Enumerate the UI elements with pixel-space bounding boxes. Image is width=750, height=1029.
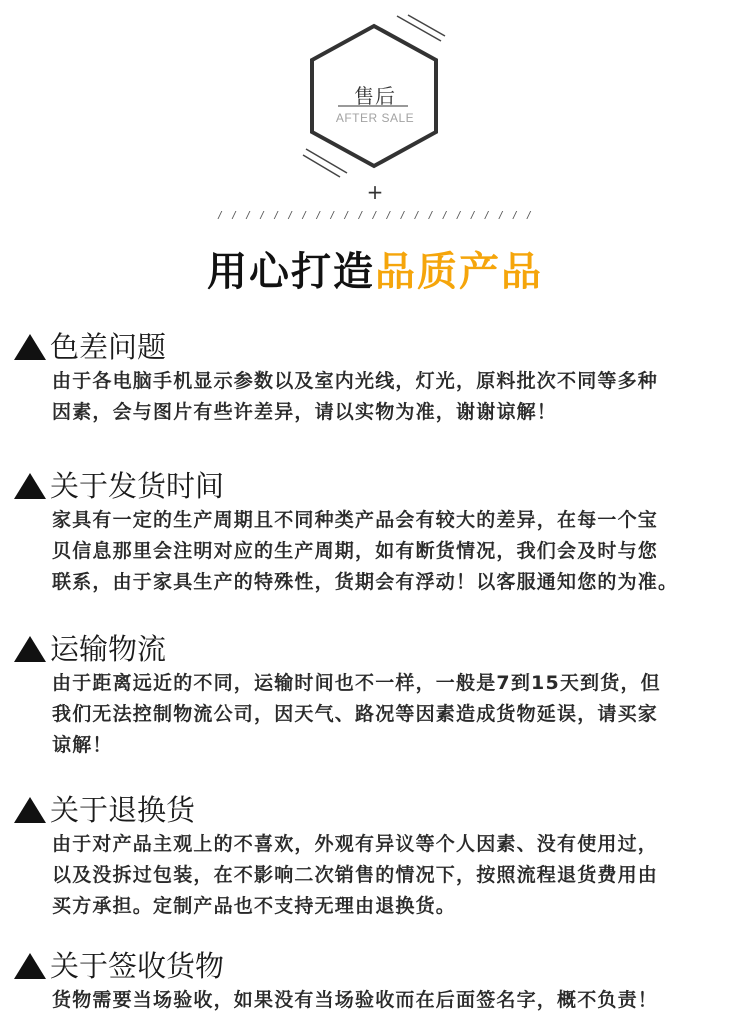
section-title-text: 关于签收货物 — [50, 949, 225, 983]
section-line: 以及没拆过包装，在不影响二次销售的情况下，按照流程退货费用由 — [52, 864, 659, 886]
section-title-text: 色差问题 — [50, 330, 167, 364]
triangle-icon — [14, 797, 46, 823]
section-returns — [14, 791, 744, 922]
section-line: 家具有一定的生产周期且不同种类产品会有较大的差异，在每一个宝 — [52, 509, 659, 531]
section-color-difference — [14, 328, 744, 428]
section-line: 由于距离远近的不同，运输时间也不一样，一般是7到15天到货，但 — [52, 672, 661, 694]
section-title — [14, 467, 744, 505]
section-line: 谅解！ — [52, 734, 113, 756]
after-sale-label-en: AFTER SALE — [335, 111, 415, 125]
section-line: 联系，由于家具生产的特殊性，货期会有浮动！以客服通知您的为准。 — [52, 571, 679, 593]
section-title — [14, 791, 744, 829]
section-delivery-acceptance — [14, 947, 744, 1016]
section-line: 贝信息那里会注明对应的生产周期，如有断货情况，我们会及时与您 — [52, 540, 659, 562]
slash-divider: / / / / / / / / / / / / / / / / / / / / / / / — [217, 210, 533, 221]
section-title — [14, 328, 744, 366]
section-title — [14, 947, 744, 985]
section-line: 买方承担。定制产品也不支持无理由退换货。 — [52, 895, 457, 917]
headline-accent: 品质产品 — [375, 249, 543, 295]
section-line: 货物需要当场验收，如果没有当场验收而在后面签名字，概不负责！ — [52, 989, 659, 1011]
after-sale-label-cn: 售后 — [354, 84, 396, 108]
section-body — [14, 505, 744, 598]
section-line: 因素，会与图片有些许差异，请以实物为准，谢谢谅解！ — [52, 401, 558, 423]
plus-icon: + — [366, 180, 384, 204]
section-body — [14, 829, 744, 922]
section-title-text: 运输物流 — [50, 632, 167, 666]
triangle-icon — [14, 334, 46, 360]
triangle-icon — [14, 953, 46, 979]
section-shipping-time — [14, 467, 744, 598]
section-body — [14, 985, 744, 1016]
section-line: 由于各电脑手机显示参数以及室内光线，灯光，原料批次不同等多种 — [52, 370, 659, 392]
section-title — [14, 630, 744, 668]
section-line: 由于对产品主观上的不喜欢，外观有异议等个人因素、没有使用过， — [52, 833, 659, 855]
page-headline — [0, 246, 750, 298]
section-title-text: 关于退换货 — [50, 793, 196, 827]
section-title-text: 关于发货时间 — [50, 469, 225, 503]
triangle-icon — [14, 636, 46, 662]
section-line: 我们无法控制物流公司，因天气、路况等因素造成货物延误，请买家 — [52, 703, 659, 725]
triangle-icon — [14, 473, 46, 499]
headline-dark: 用心打造 — [207, 249, 375, 295]
section-body — [14, 366, 744, 428]
accent-line-top — [397, 16, 441, 41]
section-body — [14, 668, 744, 761]
section-logistics — [14, 630, 744, 761]
